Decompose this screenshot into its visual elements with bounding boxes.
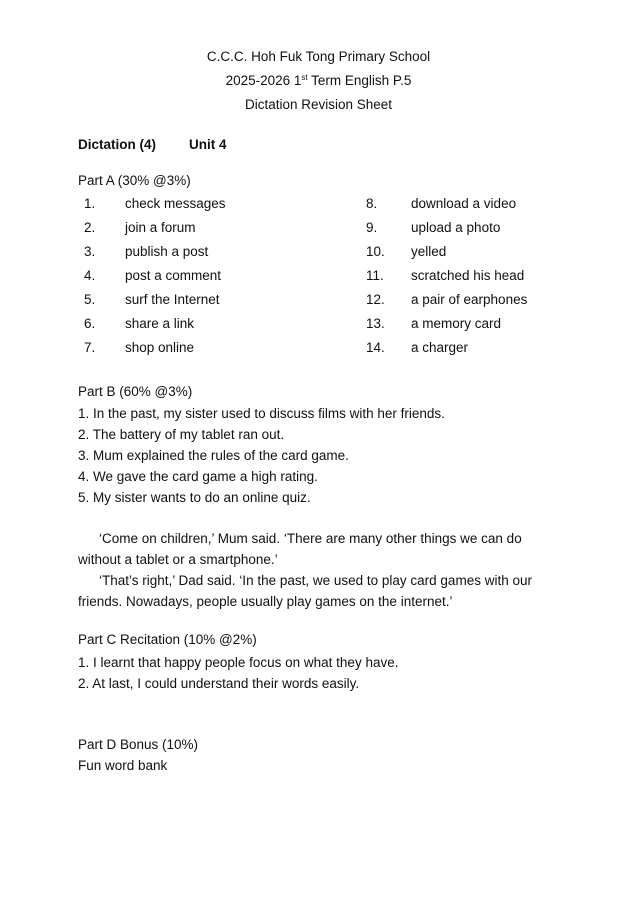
item-number: 1. [84,196,96,211]
item-text: a pair of earphones [411,292,528,307]
item-text: surf the Internet [125,292,220,307]
item-text: shop online [125,340,195,355]
item-text: upload a photo [411,220,501,235]
part-a-title: Part A (30% @3%) [78,173,191,188]
item-text: a charger [411,340,469,355]
part-b-title: Part B (60% @3%) [78,384,193,399]
sentence: 1. I learnt that happy people focus on what they have. [78,655,399,670]
sentence: 1. In the past, my sister used to discuss films with her friends. [78,406,445,421]
part-d-subtitle: Fun word bank [78,758,168,773]
part-c-title: Part C Recitation (10% @2%) [78,632,257,647]
sentence: 2. The battery of my tablet ran out. [78,427,285,442]
item-number: 8. [366,196,378,211]
part-b-passage [78,528,562,612]
dictation-heading [78,137,227,152]
document-header [0,45,637,117]
dictation-label: Dictation (4) [78,137,157,152]
item-number: 5. [84,292,96,307]
item-text: join a forum [125,220,196,235]
item-text: post a comment [125,268,222,283]
part-b-sentences [78,403,578,508]
sentence: 2. At last, I could understand their words easily. [78,676,360,691]
passage-paragraph: ‘That’s right,’ Dad said. ‘In the past, we used to play card games with our friends. Nowadays, people usually play games on the internet.’ [78,573,532,609]
term-year: 2025-2026 1 [225,73,302,88]
sheet-title: Dictation Revision Sheet [244,97,393,112]
item-text: check messages [125,196,226,211]
item-text: share a link [125,316,195,331]
item-number: 10. [366,244,385,259]
item-number: 14. [366,340,385,355]
sentence: 3. Mum explained the rules of the card game. [78,448,349,463]
item-text: scratched his head [411,268,525,283]
term-line [0,69,637,93]
item-text: publish a post [125,244,209,259]
term-ordinal-suffix: st [301,73,308,82]
item-number: 2. [84,220,96,235]
school-name: C.C.C. Hoh Fuk Tong Primary School [206,49,431,64]
item-text: a memory card [411,316,502,331]
part-d-title: Part D Bonus (10%) [78,737,199,752]
item-number: 11. [366,268,384,283]
term-subject: Term English P.5 [307,73,412,88]
item-number: 7. [84,340,96,355]
item-number: 4. [84,268,96,283]
item-text: yelled [411,244,447,259]
passage-paragraph: ‘Come on children,’ Mum said. ‘There are many other things we can do without a tablet or a smartphone.’ [78,531,522,567]
unit-label: Unit 4 [189,137,227,152]
item-number: 6. [84,316,96,331]
sentence: 5. My sister wants to do an online quiz. [78,490,311,505]
item-text: download a video [411,196,517,211]
sentence: 4. We gave the card game a high rating. [78,469,318,484]
item-number: 3. [84,244,96,259]
part-c-sentences [78,652,578,694]
item-number: 13. [366,316,385,331]
item-number: 9. [366,220,378,235]
item-number: 12. [366,292,385,307]
